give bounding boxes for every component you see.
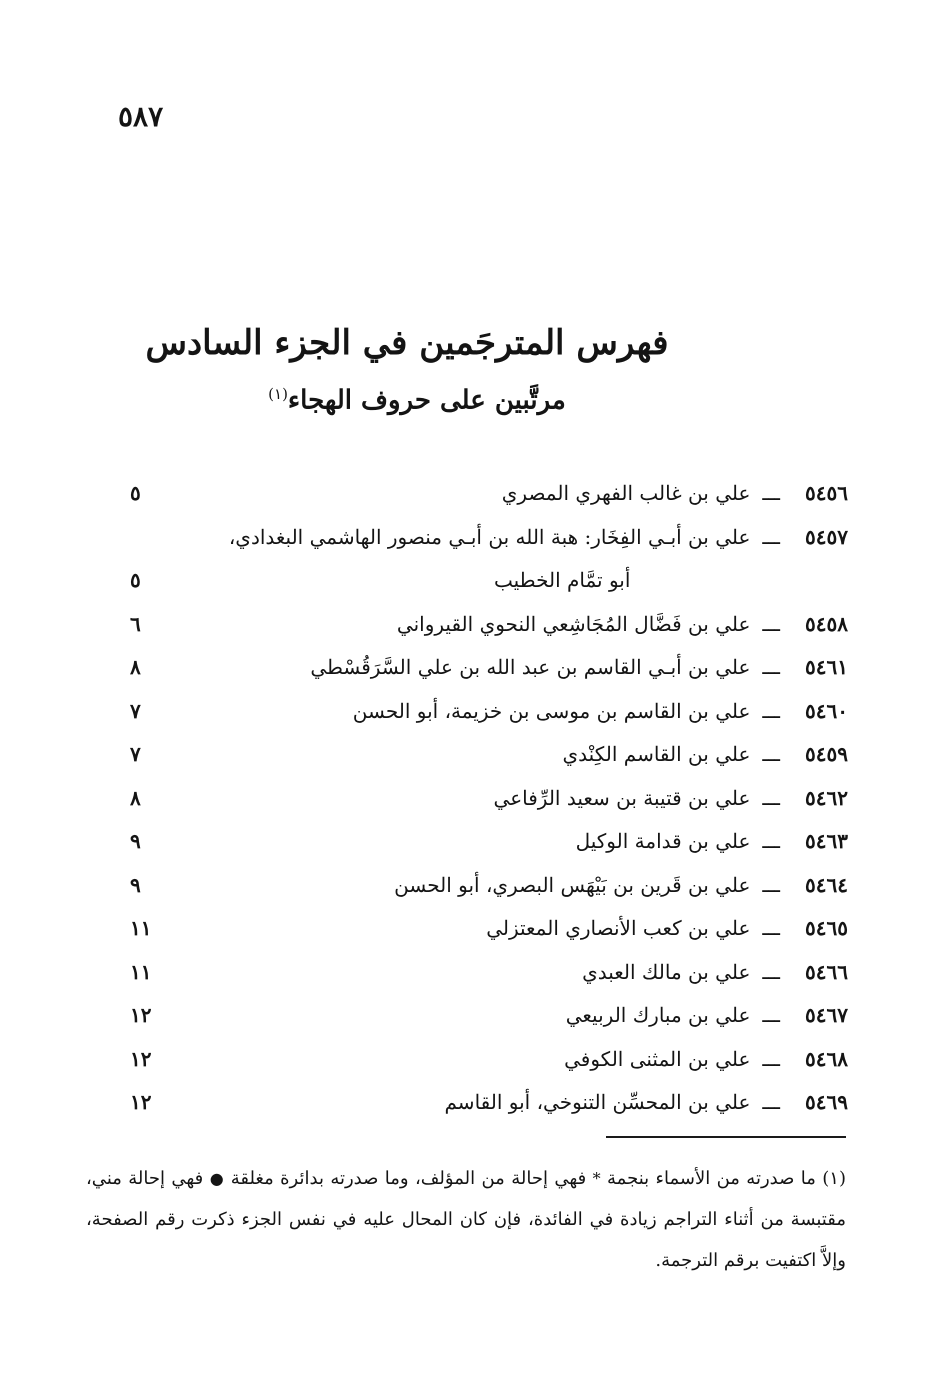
entry-number: ٥٤٥٦ [805,481,848,505]
index-entry [130,646,848,690]
index-entry [130,690,848,734]
filled-circle-icon: ● [209,1169,225,1188]
entry-main [229,516,848,603]
entry-number: ٥٤٦٩ [805,1090,848,1114]
subtitle-text: مرتَّبين على حروف الهجاء [287,385,566,416]
entry-name [310,646,750,690]
footnote-divider [606,1136,846,1138]
entry-main [563,733,848,777]
footnote-text-3: فهي إحالة مني، مقتبسة من أثناء التراجم زيادة في الفائدة، فإن كان المحال عليه في نفس الجزء ذكرت رقم الصفحة، وإلاَّ اكتفيت برقم الترجمة. [86,1168,846,1271]
entry-main [445,1081,849,1125]
index-entry [130,472,848,516]
star-icon: * [592,1169,601,1188]
index-entry [130,1038,848,1082]
entry-page[interactable]: ١٢ [130,1046,152,1071]
entry-name-text: علي بن القاسم الكِنْدي [562,742,751,766]
entry-page[interactable]: ٦ [130,611,141,636]
entry-dash: ـــ [762,1090,780,1114]
entry-number: ٥٤٦١ [805,655,848,679]
entry-number: ٥٤٥٩ [805,742,848,766]
entry-name-text: علي بن مالك العبدي [582,959,751,984]
entry-page[interactable]: ٨ [130,785,141,810]
entry-name [566,994,751,1038]
entry-number: ٥٤٥٨ [805,611,848,636]
entry-dash: ـــ [762,611,780,636]
entry-dash: ـــ [762,742,780,766]
entry-main [576,820,848,864]
entry-name-text: علي بن فَضَّال المُجَاشِعي النحوي القيرواني [396,611,751,636]
entry-page[interactable]: ٧ [130,698,141,723]
entry-name [394,864,750,908]
entry-page[interactable]: ٨ [130,655,141,679]
entry-main [397,603,848,647]
index-title: فهرس المترجَمين في الجزء السادس [145,323,669,363]
entry-name [445,1081,751,1125]
entry-page[interactable]: ١١ [130,959,152,984]
entry-number: ٥٤٦٧ [805,1003,848,1027]
entry-main [502,472,848,516]
entry-number: ٥٤٦٤ [805,872,848,897]
index-entry [130,777,848,821]
entry-main [582,951,848,995]
footnote-ref[interactable]: (١) [268,385,288,403]
entry-name [563,733,751,777]
entry-dash: ـــ [762,1003,780,1027]
entry-number: ٥٤٥٧ [805,524,848,549]
entry-number: ٥٤٦٢ [805,785,848,810]
index-subtitle [0,374,934,421]
entry-name [486,907,750,951]
entry-name-text: علي بن القاسم بن موسى بن خزيمة، أبو الحسن [352,698,751,723]
entry-name [502,472,751,516]
index-entry [130,733,848,777]
entry-page[interactable]: ١٢ [130,1003,152,1027]
entry-page[interactable]: ٩ [130,829,141,853]
entry-name-text: علي بن المحسِّن التنوخي، أبو القاسم [444,1090,751,1114]
entry-dash: ـــ [762,481,780,505]
entry-main [394,864,848,908]
entry-number: ٥٤٦٨ [805,1046,848,1071]
footnote-text-1: (١) ما صدرته من الأسماء بنجمة [607,1168,846,1189]
entry-dash: ـــ [762,872,780,897]
entry-main [564,1038,848,1082]
entry-number: ٥٤٦٠ [805,698,848,723]
entry-page[interactable]: ٧ [130,742,141,766]
index-entry [130,994,848,1038]
entry-dash: ـــ [762,1046,780,1071]
entry-main [494,777,848,821]
entry-name [576,820,751,864]
entry-main [310,646,848,690]
footnote-text-2: فهي إحالة من المؤلف، وما صدرته بدائرة مغلقة [230,1168,587,1189]
entry-page[interactable]: ١٢ [130,1090,152,1114]
index-entry [130,820,848,864]
entry-name-text: علي بن المثنى الكوفي [564,1046,751,1071]
index-heading [0,318,934,421]
entry-name [494,777,751,821]
entry-name-continuation: أبو تمَّام الخطيب [494,568,631,592]
entry-page[interactable]: ٩ [130,872,141,897]
entry-name-text: علي بن قتيبة بن سعيد الرِّفاعي [493,785,751,810]
entry-name [582,951,750,995]
entry-main [486,907,848,951]
page-number: ٥٨٧ [118,100,164,133]
entry-number: ٥٤٦٣ [805,829,848,853]
entry-dash: ـــ [762,698,780,723]
entry-dash: ـــ [762,829,780,853]
entry-dash: ـــ [762,524,780,549]
entry-name-text: علي بن قدامة الوكيل [575,829,751,853]
entry-main [353,690,848,734]
entry-name [397,603,751,647]
entry-dash: ـــ [762,655,780,679]
index-list [130,472,848,1125]
entry-page[interactable]: ١١ [130,916,152,940]
entry-number: ٥٤٦٦ [805,959,848,984]
entry-name-text: علي بن كعب الأنصاري المعتزلي [486,916,751,940]
entry-name-text: علي بن قَرين بن بَيْهَس البصري، أبو الحسن [394,872,751,897]
entry-name-text: علي بن مبارك الربيعي [565,1003,751,1027]
index-entry [130,603,848,647]
footnote [86,1158,846,1281]
entry-dash: ـــ [762,916,780,940]
entry-name-text: علي بن أبـي القاسم بن عبد الله بن علي السَّرَقُسْطي [310,655,751,679]
entry-dash: ـــ [762,959,780,984]
entry-main [566,994,848,1038]
index-entry [130,907,848,951]
entry-page[interactable]: ٥ [130,481,141,505]
index-entry [130,1081,848,1125]
entry-number: ٥٤٦٥ [805,916,848,940]
entry-name [353,690,751,734]
entry-name [229,516,751,603]
entry-name-text: علي بن أبـي الفِخَار: هبة الله بن أبـي منصور الهاشمي البغدادي، [228,524,751,549]
index-entry [130,951,848,995]
index-entry [130,864,848,908]
entry-name-text: علي بن غالب الفهري المصري [501,481,751,505]
entry-page[interactable]: ٥ [130,568,141,592]
entry-dash: ـــ [762,785,780,810]
index-entry [130,516,848,603]
entry-name [564,1038,750,1082]
